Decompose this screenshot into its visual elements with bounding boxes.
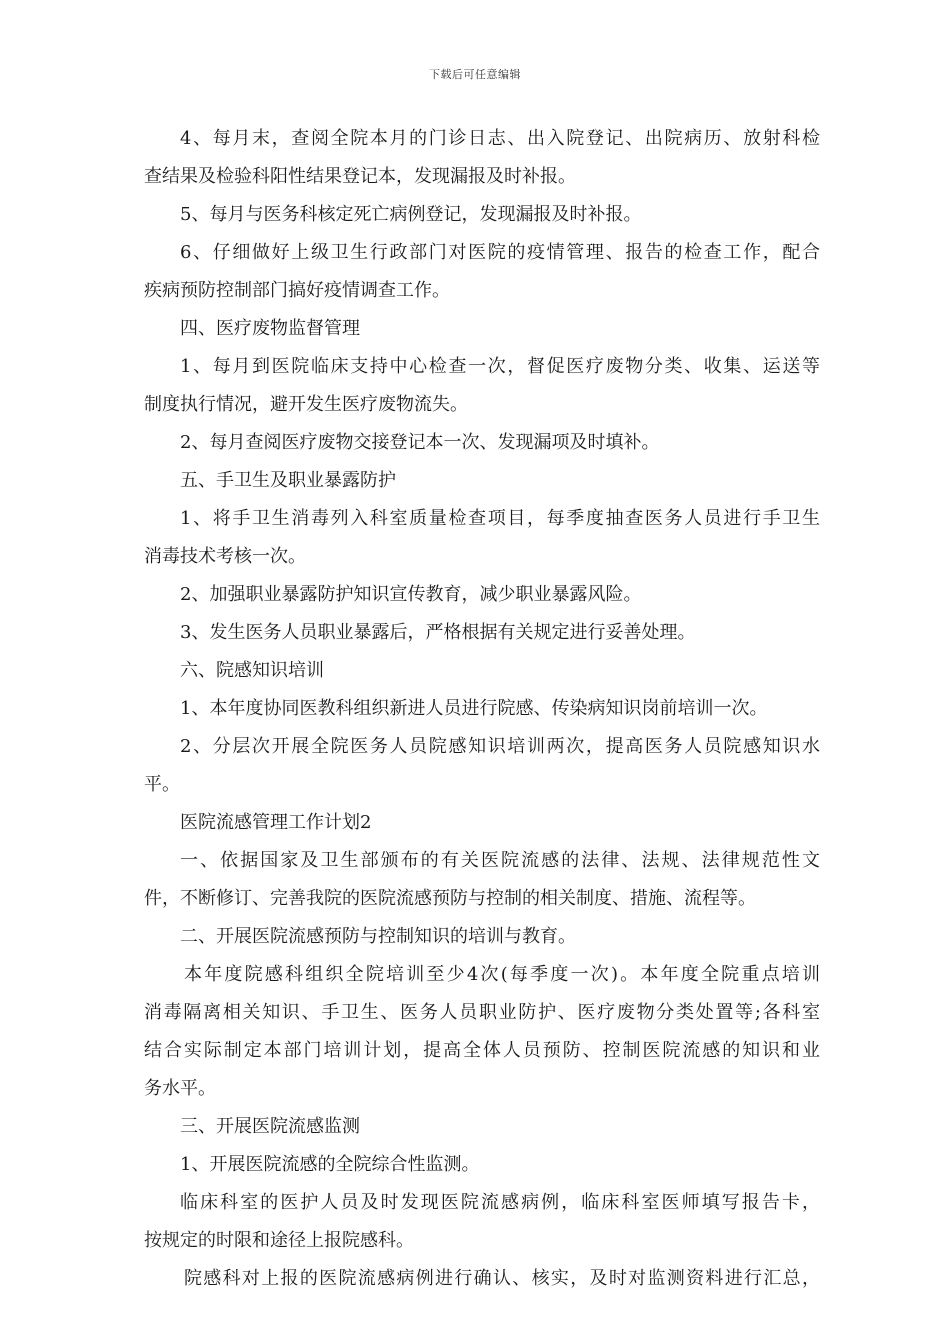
- section-heading: 三、开展医院流感监测: [180, 1116, 360, 1137]
- paragraph-line: 件，不断修订、完善我院的医院流感预防与控制的相关制度、措施、流程等。: [144, 888, 756, 909]
- paragraph-line: 一、依据国家及卫生部颁布的有关医院流感的法律、法规、法律规范性文: [180, 850, 820, 871]
- paragraph-line: 1、将手卫生消毒列入科室质量检查项目，每季度抽查医务人员进行手卫生: [180, 508, 820, 529]
- paragraph-line: 查结果及检验科阳性结果登记本，发现漏报及时补报。: [144, 166, 576, 187]
- paragraph-line: 消毒技术考核一次。: [144, 546, 306, 567]
- paragraph-line: 6、仔细做好上级卫生行政部门对医院的疫情管理、报告的检查工作，配合: [180, 242, 820, 263]
- paragraph-line: 5、每月与医务科核定死亡病例登记，发现漏报及时补报。: [180, 204, 642, 225]
- paragraph-line: 消毒隔离相关知识、手卫生、医务人员职业防护、医疗废物分类处置等;各科室: [144, 1002, 820, 1023]
- paragraph-line: 1、每月到医院临床支持中心检查一次，督促医疗废物分类、收集、运送等: [180, 356, 820, 377]
- section-heading: 四、医疗废物监督管理: [180, 318, 360, 339]
- paragraph-line: 1、本年度协同医教科组织新进人员进行院感、传染病知识岗前培训一次。: [180, 698, 768, 719]
- paragraph-line: 2、加强职业暴露防护知识宣传教育，减少职业暴露风险。: [180, 584, 642, 605]
- document-body: [144, 120, 820, 1298]
- paragraph-line: 2、分层次开展全院医务人员院感知识培训两次，提高医务人员院感知识水: [180, 736, 820, 757]
- paragraph-line: 制度执行情况，避开发生医疗废物流失。: [144, 394, 468, 415]
- paragraph-line: 按规定的时限和途径上报院感科。: [144, 1230, 414, 1251]
- paragraph-line: 1、开展医院流感的全院综合性监测。: [180, 1154, 480, 1175]
- section-heading: 二、开展医院流感预防与控制知识的培训与教育。: [180, 926, 576, 947]
- page-header-note: 下载后可任意编辑: [429, 68, 521, 81]
- document-title: 医院流感管理工作计划2: [180, 812, 372, 833]
- paragraph-line: 3、发生医务人员职业暴露后，严格根据有关规定进行妥善处理。: [180, 622, 696, 643]
- paragraph-line: 疾病预防控制部门搞好疫情调查工作。: [144, 280, 450, 301]
- section-heading: 六、院感知识培训: [180, 660, 324, 681]
- paragraph-line: 结合实际制定本部门培训计划，提高全体人员预防、控制医院流感的知识和业: [144, 1040, 820, 1061]
- paragraph-line: 2、每月查阅医疗废物交接登记本一次、发现漏项及时填补。: [180, 432, 660, 453]
- paragraph-line: 临床科室的医护人员及时发现医院流感病例，临床科室医师填写报告卡，: [180, 1192, 820, 1213]
- paragraph-line: 平。: [144, 774, 180, 795]
- section-heading: 五、手卫生及职业暴露防护: [180, 470, 396, 491]
- paragraph-line: 4、每月末，查阅全院本月的门诊日志、出入院登记、出院病历、放射科检: [180, 128, 820, 149]
- paragraph-line: 院感科对上报的医院流感病例进行确认、核实，及时对监测资料进行汇总，: [184, 1268, 820, 1289]
- paragraph-line: 本年度院感科组织全院培训至少4次(每季度一次)。本年度全院重点培训: [184, 964, 820, 985]
- paragraph-line: 务水平。: [144, 1078, 216, 1099]
